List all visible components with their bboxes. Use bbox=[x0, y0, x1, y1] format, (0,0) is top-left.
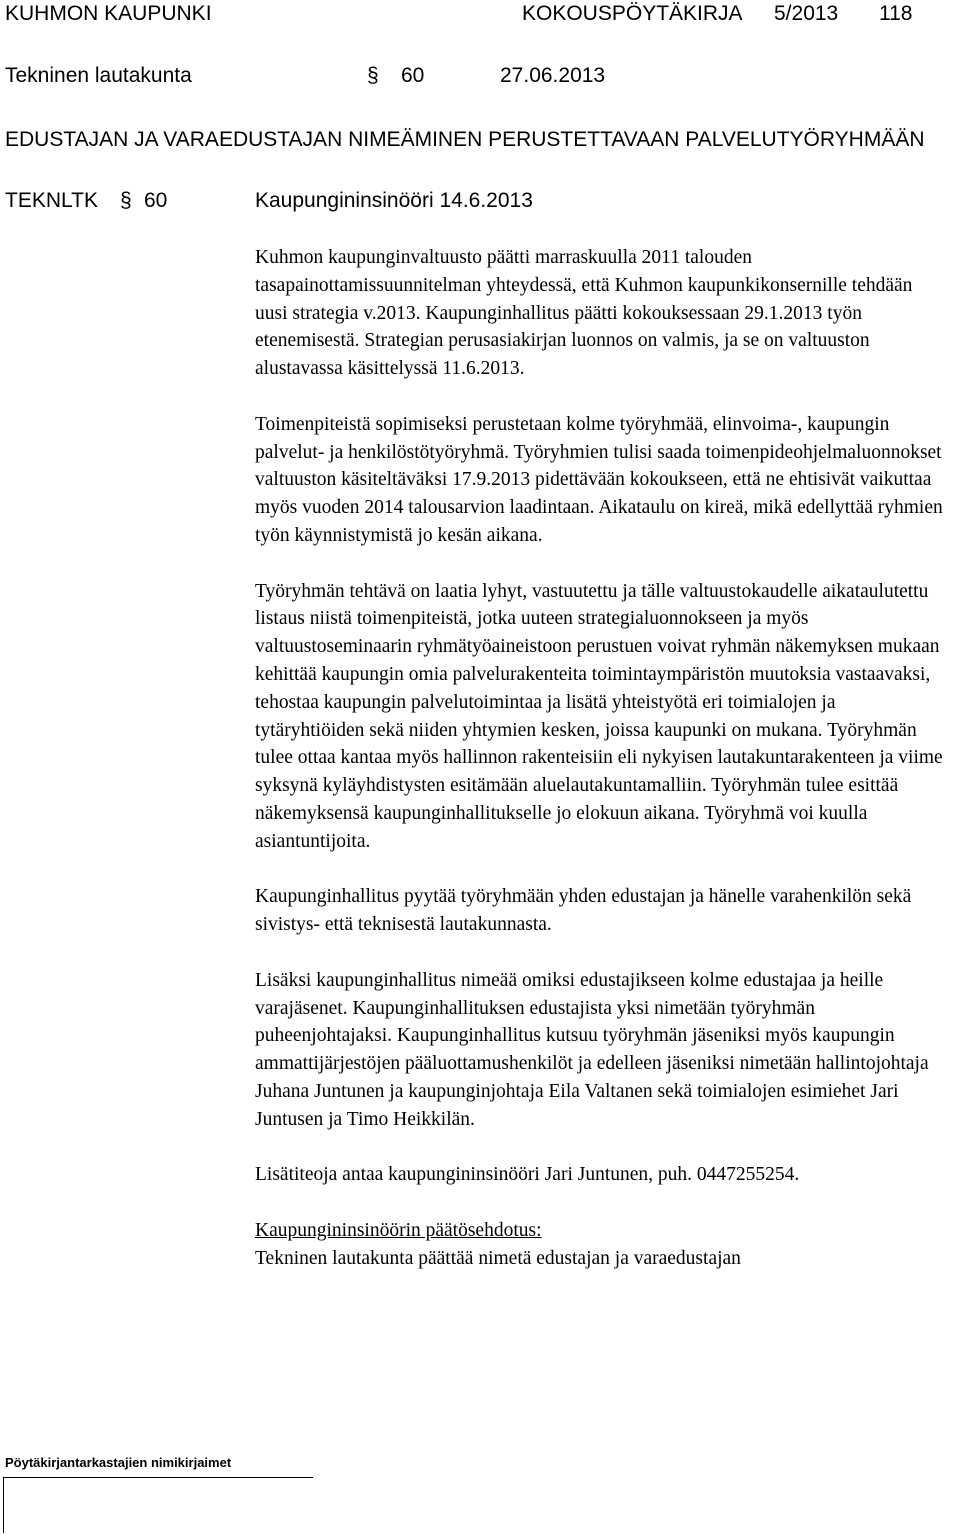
signature-label: Pöytäkirjantarkastajien nimikirjaimet bbox=[5, 1455, 232, 1470]
paragraph-task: Työryhmän tehtävä on laatia lyhyt, vastuutettu ja tälle valtuustokaudelle aikataulutettu listaus niistä toimenpiteistä, jotka uuteen strategialuonnokseen ja myös valtuustoseminaarin ryhmätyöaineistoon perustuen voivat ryhmän näkemyksen mukaan kehittää kaupungin omia palvelurakenteita toimintaympäristön muutoksia vastaavaksi, tehostaa kaupungin palvelutoimintaa ja lisätä yhteistyötä eri toimialojen ja tytäryhtiöiden sekä niiden yhtymien kesken, joissa kaupunki on mukana. Työryhmän tulee ottaa kantaa myös hallinnon rakenteisiin eli nykyisen lautakuntarakenteen ja viime syksynä kyläyhdistysten esitämään aluelautakuntamalliin. Työryhmän tulee esittää näkemyksensä kaupunginhallitukselle jo elokuun aikana. Työryhmä voi kuulla asiantuntijoita. bbox=[255, 580, 943, 852]
org-name: KUHMON KAUPUNKI bbox=[5, 2, 212, 25]
signature-line bbox=[3, 1477, 313, 1478]
page-title: EDUSTAJAN JA VARAEDUSTAJAN NIMEÄMINEN PERUSTETTAVAAN PALVELUTYÖRYHMÄÄN bbox=[5, 128, 925, 151]
reference-number: 60 bbox=[144, 189, 168, 212]
paragraph-strategy: Kuhmon kaupunginvaltuusto päätti marraskuulla 2011 talouden tasapainottamissuunnitelman yhteydessä, että Kuhmon kaupunkikonsernille tehdään uusi strategia v.2013. Kaupunginhallitus päätti kokouksessaan 29.1.2013 työn etenemisestä. Strategian perusasiakirjan luonnos on valmis, ja se on valtuuston alustavassa käsittelyssä 11.6.2013. bbox=[255, 247, 913, 380]
proposal-heading: Kaupungininsinöörin päätösehdotus: bbox=[255, 1219, 542, 1241]
reference-code: TEKNLTK bbox=[5, 189, 98, 212]
paragraph-request: Kaupunginhallitus pyytää työryhmään yhden edustajan ja hänelle varahenkilön sekä sivistys- että teknisestä lautakunnasta. bbox=[255, 886, 912, 936]
page-number: 118 bbox=[879, 2, 913, 25]
section-number: 60 bbox=[401, 64, 425, 87]
issue-number: 5/2013 bbox=[774, 2, 839, 25]
meeting-date: 27.06.2013 bbox=[500, 64, 606, 87]
paragraph-contact: Lisätiteoja antaa kaupungininsinööri Jari Juntunen, puh. 0447255254. bbox=[255, 1164, 800, 1186]
paragraph-members: Lisäksi kaupunginhallitus nimeää omiksi edustajikseen kolme edustajaa ja heille varajäsenet. Kaupunginhallituksen edustajista yksi nimetään työryhmän puheenjohtajaksi. Kaupunginhallitus kutsuu työryhmän jäseniksi myös kaupungin ammattijärjestöjen pääluottamushenkilöt ja edelleen jäseniksi nimetään hallintojohtaja Juhana Juntunen ja kaupunginjohtaja Eila Valtanen sekä toimialojen esimiehet Jari Juntusen ja Timo Heikkilän. bbox=[255, 969, 929, 1130]
author-date: Kaupungininsinööri 14.6.2013 bbox=[255, 189, 533, 212]
paragraph-workgroups: Toimenpiteistä sopimiseksi perustetaan kolme työryhmää, elinvoima-, kaupungin palvelut- ja henkilöstötyöryhmä. Työryhmien tulisi saada toimenpideohjelmaluonnokset valtuuston käsiteltäväksi 17.9.2013 pidettävään kokoukseen, että ne ehtisivät vaikuttaa myös vuoden 2014 talousarvion laadintaan. Aikataulu on kireä, mikä edellyttää ryhmien työn käynnistymistä jo kesän aikana. bbox=[255, 413, 943, 546]
signature-box-edge bbox=[3, 1477, 4, 1533]
document-type: KOKOUSPÖYTÄKIRJA bbox=[522, 2, 743, 25]
document-body bbox=[255, 244, 945, 1272]
proposal-text: Tekninen lautakunta päättää nimetä edustajan ja varaedustajan bbox=[255, 1247, 741, 1269]
committee-name: Tekninen lautakunta bbox=[5, 64, 192, 87]
reference-symbol: § bbox=[120, 189, 132, 212]
section-symbol: § bbox=[367, 64, 379, 87]
